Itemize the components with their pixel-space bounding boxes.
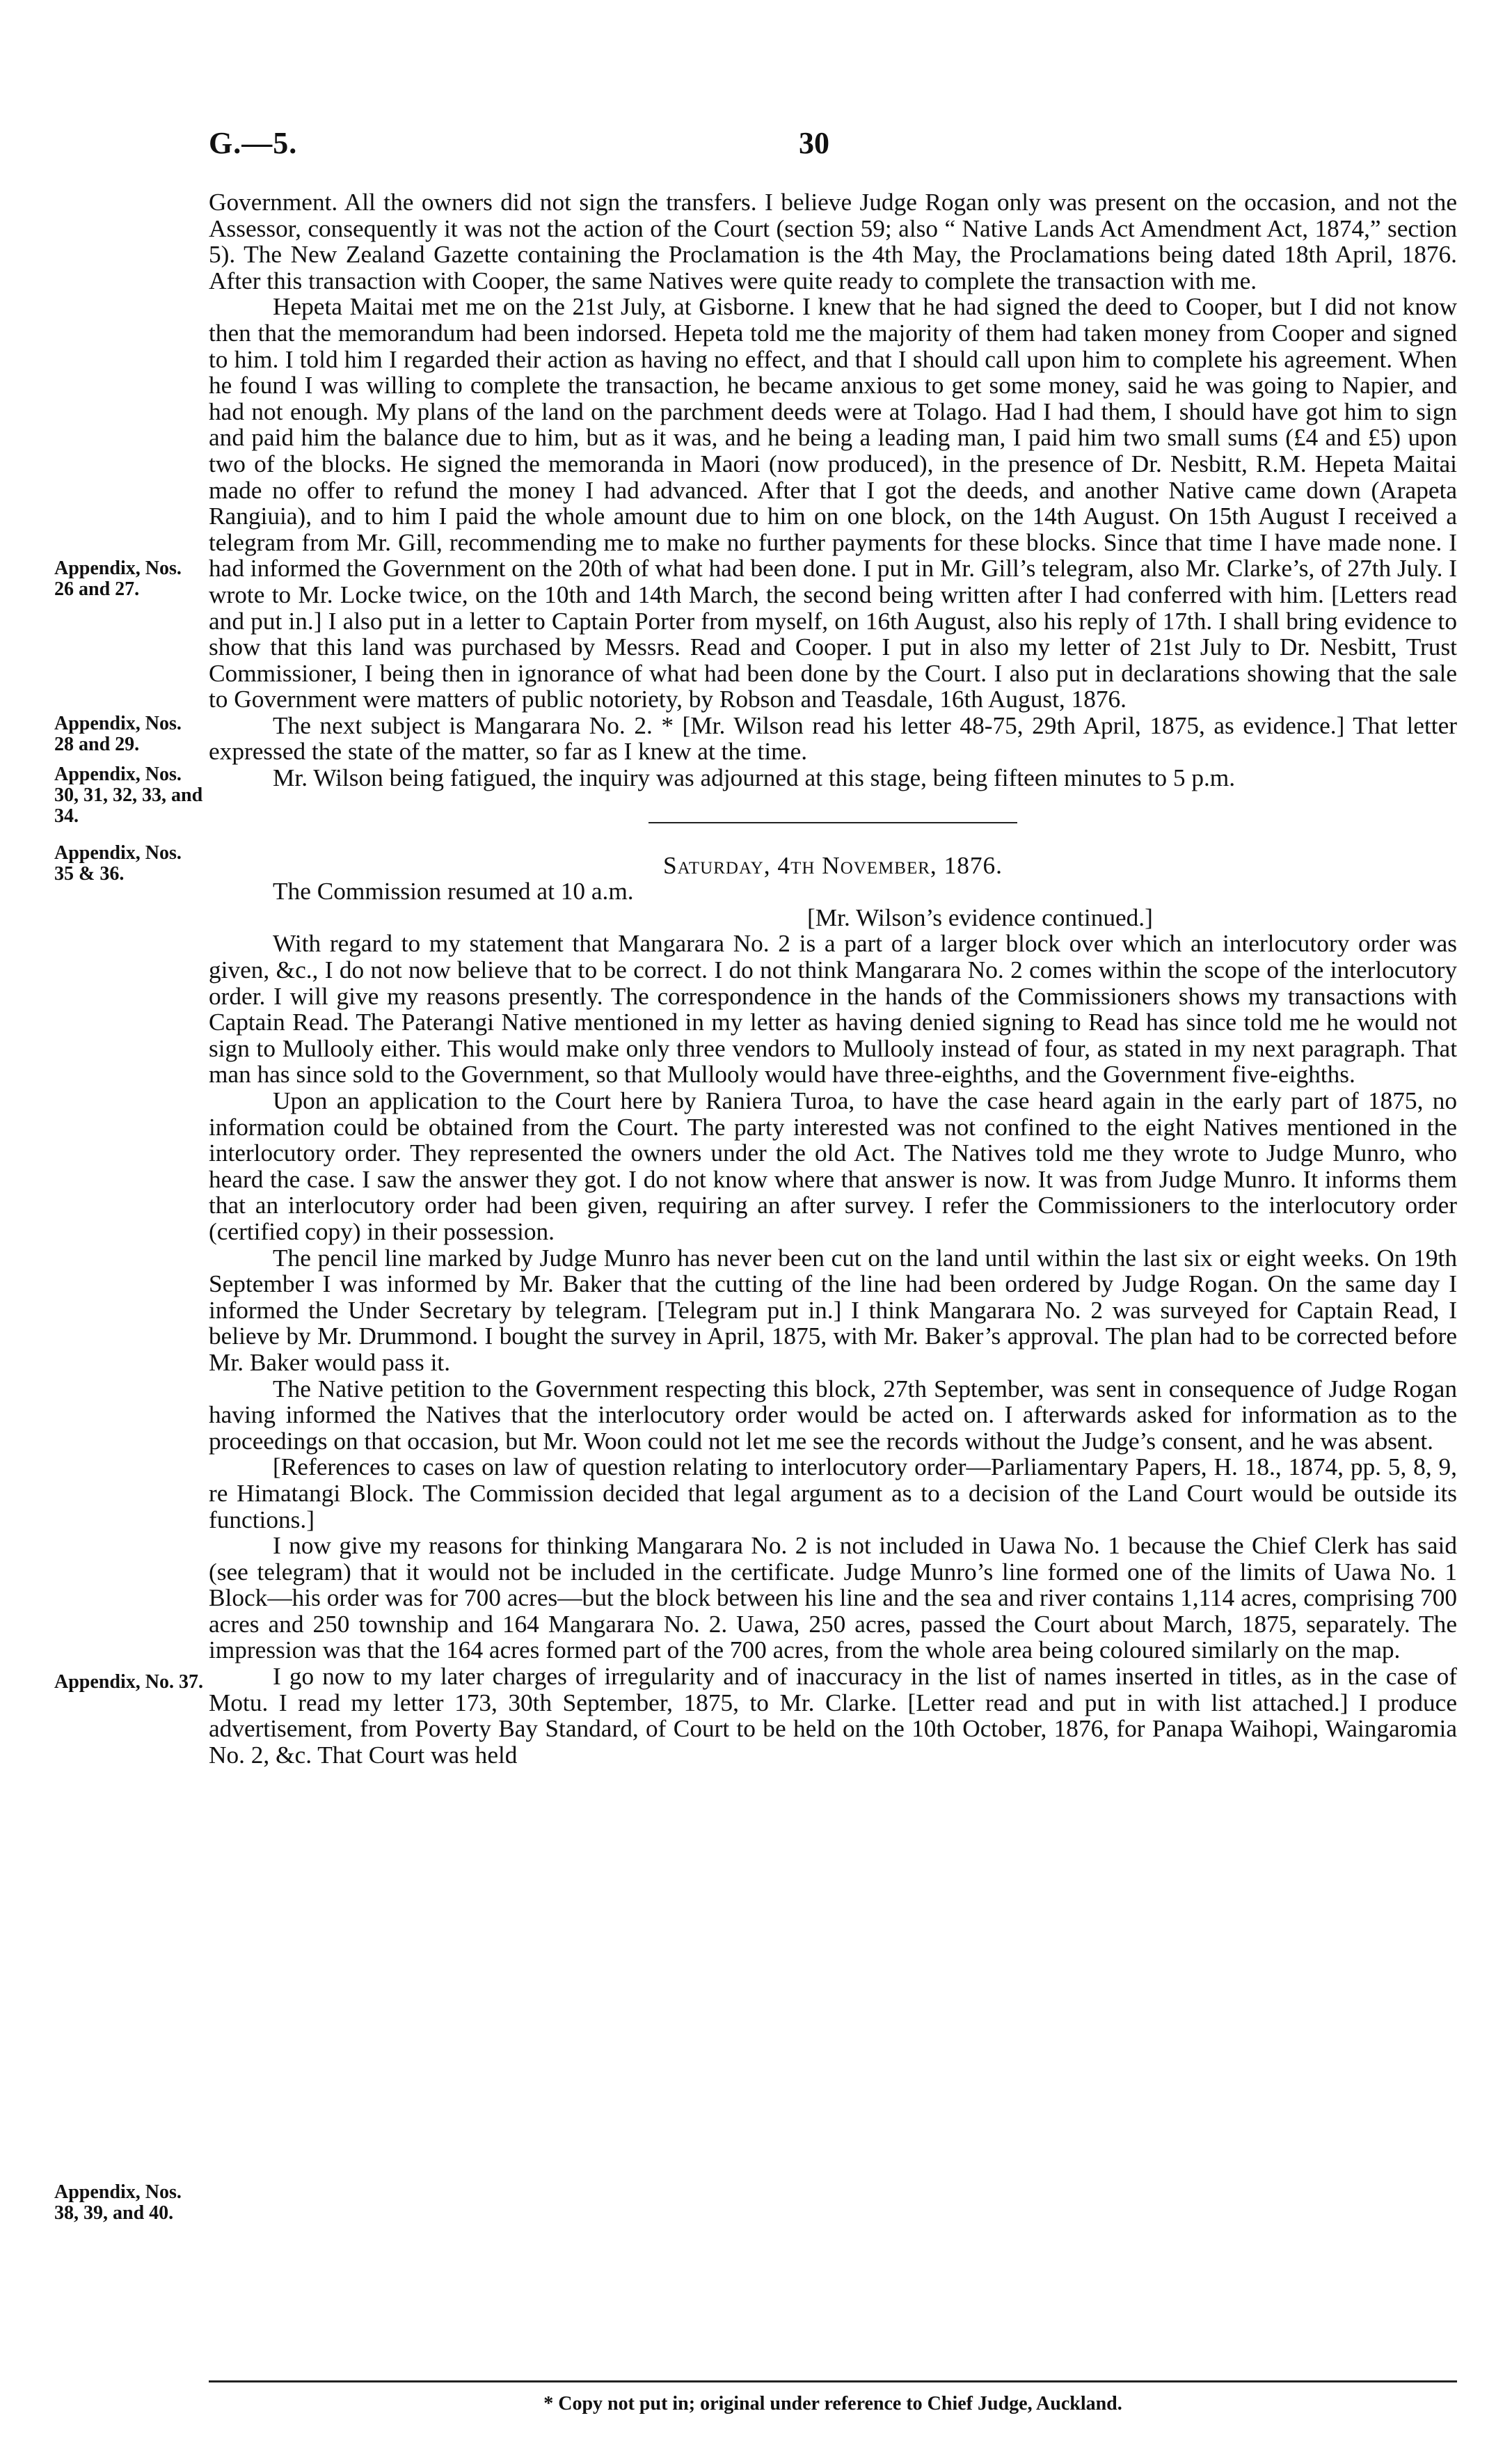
- paragraph-8: The Native petition to the Government respecting this block, 27th September, was sent in consequence of Judge Rogan having informed the Natives that the interlocutory order would be acted on. I afterwards asked for information as to the proceedings on that occasion, but Mr. Woon could not let me see the records without the Judge’s consent, and he was absent.: [209, 1375, 1457, 1455]
- paragraph-2: Hepeta Maitai met me on the 21st July, at Gisborne. I knew that he had signed the deed to Cooper, but I did not know then that the memorandum had been indorsed. Hepeta told me the majority of them had taken money from Cooper and signed to him. I told him I regarded their action as having no effect, and that I should call upon him to complete his agreement. When he found I was willing to complete the transaction, he became anxious to get some money, said he was going to Napier, and had not enough. My plans of the land on the parchment deeds were at Tolago. Had I had them, I should have got him to sign and paid him the balance due to him, but as it was, and he being a leading man, I paid him two small sums (£4 and £5) upon two of the blocks. He signed the memoranda in Maori (now produced), in the presence of Dr. Nesbitt, R.M. Hepeta Maitai made no offer to refund the money I had advanced. After that I got the deeds, and another Native came down (Arapeta Rangiuia), and to him I paid the whole amount due to him on one block, on the 14th August. On 15th August I received a telegram from Mr. Gill, recommending me to make no further payments for these blocks. Since that time I have made none. I had informed the Government on the 20th of what had been done. I put in Mr. Gill’s telegram, also Mr. Clarke’s, of 27th July. I wrote to Mr. Locke twice, on the 10th and 14th March, the second being written after I had conferred with him. [Letters read and put in.] I also put in a letter to Captain Porter from myself, on 16th August, also his reply of 17th. I shall bring evidence to show that this land was purchased by Messrs. Read and Cooper. I put in also my letter of 21st July to Dr. Nesbitt, Trust Commissioner, I being then in ignorance of what had been done by the Court. I also put in declarations showing that the sale to Government were matters of public notoriety, by Robson and Teasdale, 16th August, 1876.: [209, 293, 1457, 713]
- document-body: [209, 189, 1457, 1768]
- page-number: 30: [799, 126, 829, 160]
- commission-resumed: The Commission resumed at 10 a.m.: [273, 878, 634, 906]
- margin-note-appendix-37: Appendix, No. 37.: [54, 1671, 203, 1693]
- paragraph-7: The pencil line marked by Judge Munro has never been cut on the land until within the last six or eight weeks. On 19th September I was informed by Mr. Baker that the cutting of the line had been ordered by Judge Rogan. On the same day I informed the Under Secretary by telegram. [Telegram put in.] I think Mangarara No. 2 was surveyed for Captain Read, I believe by Mr. Drummond. I bought the survey in April, 1875, with Mr. Baker’s approval. The plan had to be corrected before Mr. Baker would pass it.: [209, 1244, 1457, 1376]
- paragraph-5: With regard to my statement that Mangarara No. 2 is a part of a larger block over which an interlocutory order was given, &c., I do not now believe that to be correct. I do not think Mangarara No. 2 comes within the scope of the interlocutory order. I will give my reasons presently. The correspondence in the hands of the Commissioners shows my transactions with Captain Read. The Paterangi Native mentioned in my letter as having denied signing to Read has since told me he would not sign to Mullooly either. This would make only three vendors to Mullooly instead of four, as stated in my next paragraph. That man has since sold to the Government, so that Mullooly would have three-eighths, and the Government five-eighths.: [209, 930, 1457, 1089]
- margin-note-appendix-28-29: Appendix, Nos. 28 and 29.: [54, 713, 182, 755]
- footnote: * Copy not put in; original under reference to Chief Judge, Auckland.: [543, 2393, 1122, 2415]
- paragraph-4: Mr. Wilson being fatigued, the inquiry was adjourned at this stage, being fifteen minutes to 5 p.m.: [273, 764, 1236, 792]
- margin-note-appendix-38-40: Appendix, Nos. 38, 39, and 40.: [54, 2181, 182, 2224]
- section-divider: [648, 822, 1017, 823]
- paragraph-3: The next subject is Mangarara No. 2. * [Mr. Wilson read his letter 48-75, 29th April, 1875, as evidence.] That letter expressed the state of the matter, so far as I knew at the time.: [209, 711, 1457, 766]
- paragraph-9: [References to cases on law of question relating to interlocutory order—Parliamentary Papers, H. 18., 1874, pp. 5, 8, 9, re Himatangi Block. The Commission decided that legal argument as to a decision of the Land Court would be outside its functions.]: [209, 1453, 1457, 1533]
- paragraph-6: Upon an application to the Court here by Raniera Turoa, to have the case heard again in the early part of 1875, no information could be obtained from the Court. The party interested was not confined to the eight Natives mentioned in the interlocutory order. They represented the owners under the old Act. The Natives told me they wrote to Judge Munro, who heard the case. I saw the answer they got. I do not know where that answer is now. It was from Judge Munro. It informs them that an interlocutory order had been given, requiring an after survey. I refer the Commissioners to the interlocutory order (certified copy) in their possession.: [209, 1087, 1457, 1245]
- document-code: G.—5.: [209, 126, 298, 160]
- paragraph-11: I go now to my later charges of irregularity and of inaccuracy in the list of names inserted in titles, as in the case of Motu. I read my letter 173, 30th September, 1875, to Mr. Clarke. [Letter read and put in with list attached.] I produce advertisement, from Poverty Bay Standard, of Court to be held on the 10th October, 1876, for Panapa Waihopi, Waingaromia No. 2, &c. That Court was held: [209, 1663, 1457, 1769]
- margin-note-appendix-35-36: Appendix, Nos. 35 & 36.: [54, 842, 182, 885]
- day-heading: Saturday, 4th November, 1876.: [662, 851, 1003, 879]
- paragraph-10: I now give my reasons for thinking Mangarara No. 2 is not included in Uawa No. 1 because the Chief Clerk has said (see telegram) that it would not be included in the certificate. Judge Munro’s line formed one of the limits of Uawa No. 1 Block—his order was for 700 acres—but the block between his line and the sea and river contains 1,114 acres, comprising 700 acres and 250 township and 164 Mangarara No. 2. Uawa, 250 acres, passed the Court about March, 1875, separately. The impression was that the 164 acres formed part of the 700 acres, from the whole area being coloured similarly on the map.: [209, 1532, 1457, 1664]
- margin-note-appendix-30-34: Appendix, Nos. 30, 31, 32, 33, and 34.: [54, 764, 203, 827]
- paragraph-1: Government. All the owners did not sign the transfers. I believe Judge Rogan only was present on the occasion, and not the Assessor, consequently it was not the action of the Court (section 59; also “ Native Lands Act Amendment Act, 1874,” section 5). The New Zealand Gazette containing the Proclamation is the 4th May, the Proclamations being dated 18th April, 1876. After this transaction with Cooper, the same Natives were quite ready to complete the transaction with me.: [209, 189, 1457, 294]
- evidence-continued-note: [Mr. Wilson’s evidence continued.]: [807, 903, 1153, 931]
- margin-note-appendix-26-27: Appendix, Nos. 26 and 27.: [54, 558, 182, 600]
- footnote-divider: [209, 2380, 1457, 2382]
